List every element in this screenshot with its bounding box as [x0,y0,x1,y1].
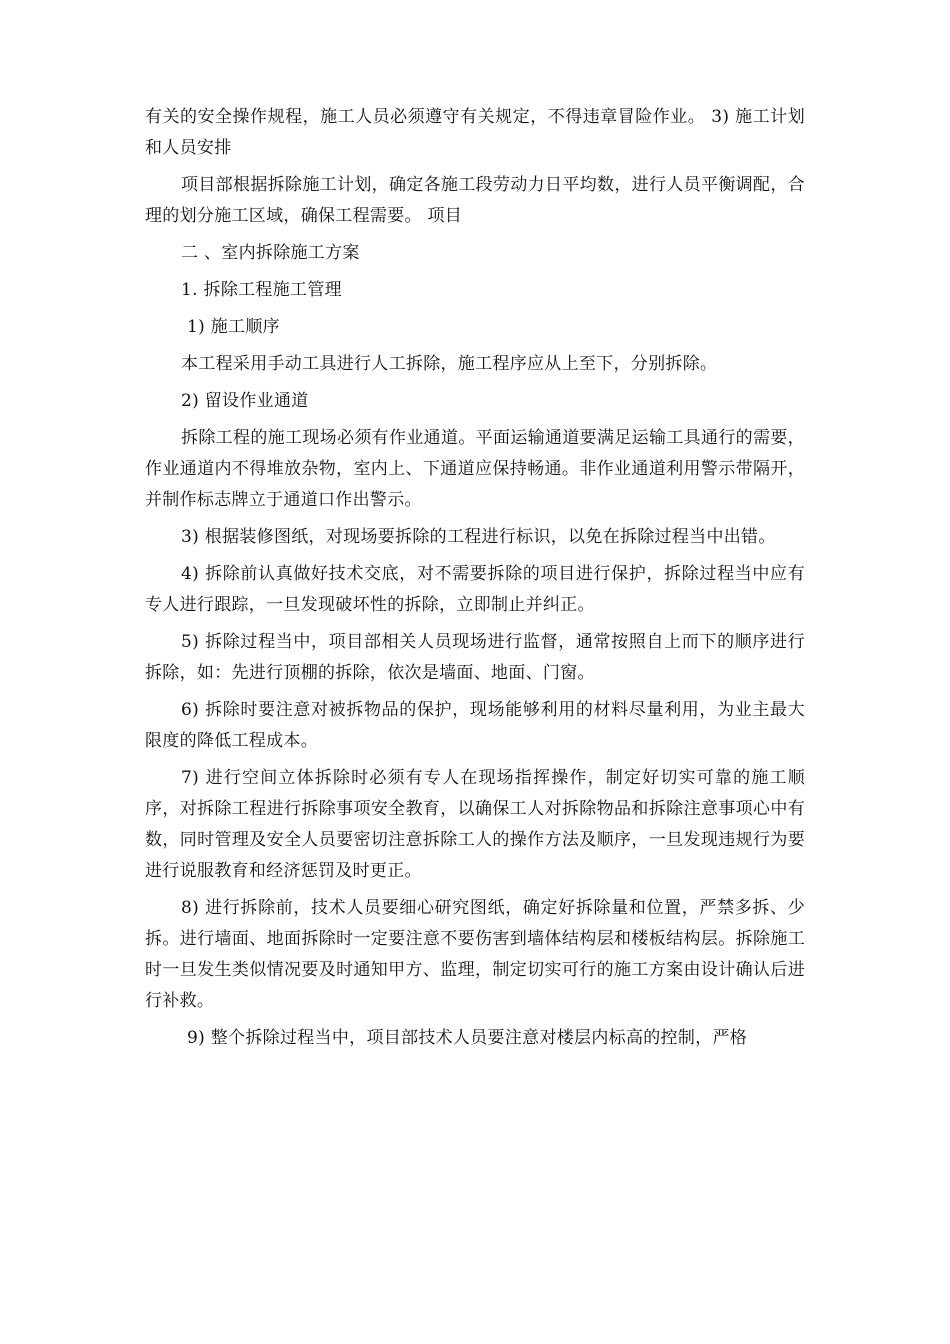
item-heading-construction-order: 1) 施工顺序 [187,317,280,337]
paragraph-item-4: 4) 拆除前认真做好技术交底，对不需要拆除的项目进行保护，拆除过程当中应有专人进行跟踪，一旦发现破坏性的拆除，立即制止并纠正。 [145,564,805,615]
paragraph-item-3: 3) 根据装修图纸，对现场要拆除的工程进行标识，以免在拆除过程当中出错。 [181,527,776,547]
item-heading-work-passage: 2) 留设作业通道 [181,391,309,411]
paragraph-item-6: 6) 拆除时要注意对被拆物品的保护，现场能够利用的材料尽量利用，为业主最大限度的降低工程成本。 [145,700,805,751]
paragraph-work-passage: 拆除工程的施工现场必须有作业通道。平面运输通道要满足运输工具通行的需要，作业通道内不得堆放杂物，室内上、下通道应保持畅通。非作业通道利用警示带隔开，并制作标志牌立于通道口作出警示。 [145,428,805,510]
paragraph-item-7: 7) 进行空间立体拆除时必须有专人在现场指挥操作，制定好切实可靠的施工顺序，对拆除工程进行拆除事项安全教育，以确保工人对拆除物品和拆除注意事项心中有数，同时管理及安全人员要密切注意拆除工人的操作方法及顺序，一旦发现违规行为要进行说服教育和经济惩罚及时更正。 [145,768,805,881]
document-body [145,102,805,1060]
paragraph-item-9: 9) 整个拆除过程当中，项目部技术人员要注意对楼层内标高的控制，严格 [187,1028,748,1048]
paragraph-safety-rules: 有关的安全操作规程，施工人员必须遵守有关规定，不得违章冒险作业。 3) 施工计划和人员安排 [145,107,805,158]
paragraph-item-8: 8) 进行拆除前，技术人员要细心研究图纸，确定好拆除量和位置，严禁多拆、少拆。进行墙面、地面拆除时一定要注意不要伤害到墙体结构层和楼板结构层。拆除施工时一旦发生类似情况要及时通知甲方、监理，制定切实可行的施工方案由设计确认后进行补救。 [145,898,805,1011]
paragraph-item-5: 5) 拆除过程当中，项目部相关人员现场进行监督，通常按照自上而下的顺序进行拆除，如：先进行顶棚的拆除，依次是墙面、地面、门窗。 [145,632,805,683]
subsection-heading-management: 1. 拆除工程施工管理 [181,280,342,300]
section-heading-indoor-demolition: 二 、室内拆除施工方案 [181,243,360,263]
paragraph-manual-demolition: 本工程采用手动工具进行人工拆除，施工程序应从上至下，分别拆除。 [181,354,718,374]
paragraph-staffing-plan: 项目部根据拆除施工计划，确定各施工段劳动力日平均数，进行人员平衡调配，合理的划分施工区域，确保工程需要。 项目 [145,175,805,226]
